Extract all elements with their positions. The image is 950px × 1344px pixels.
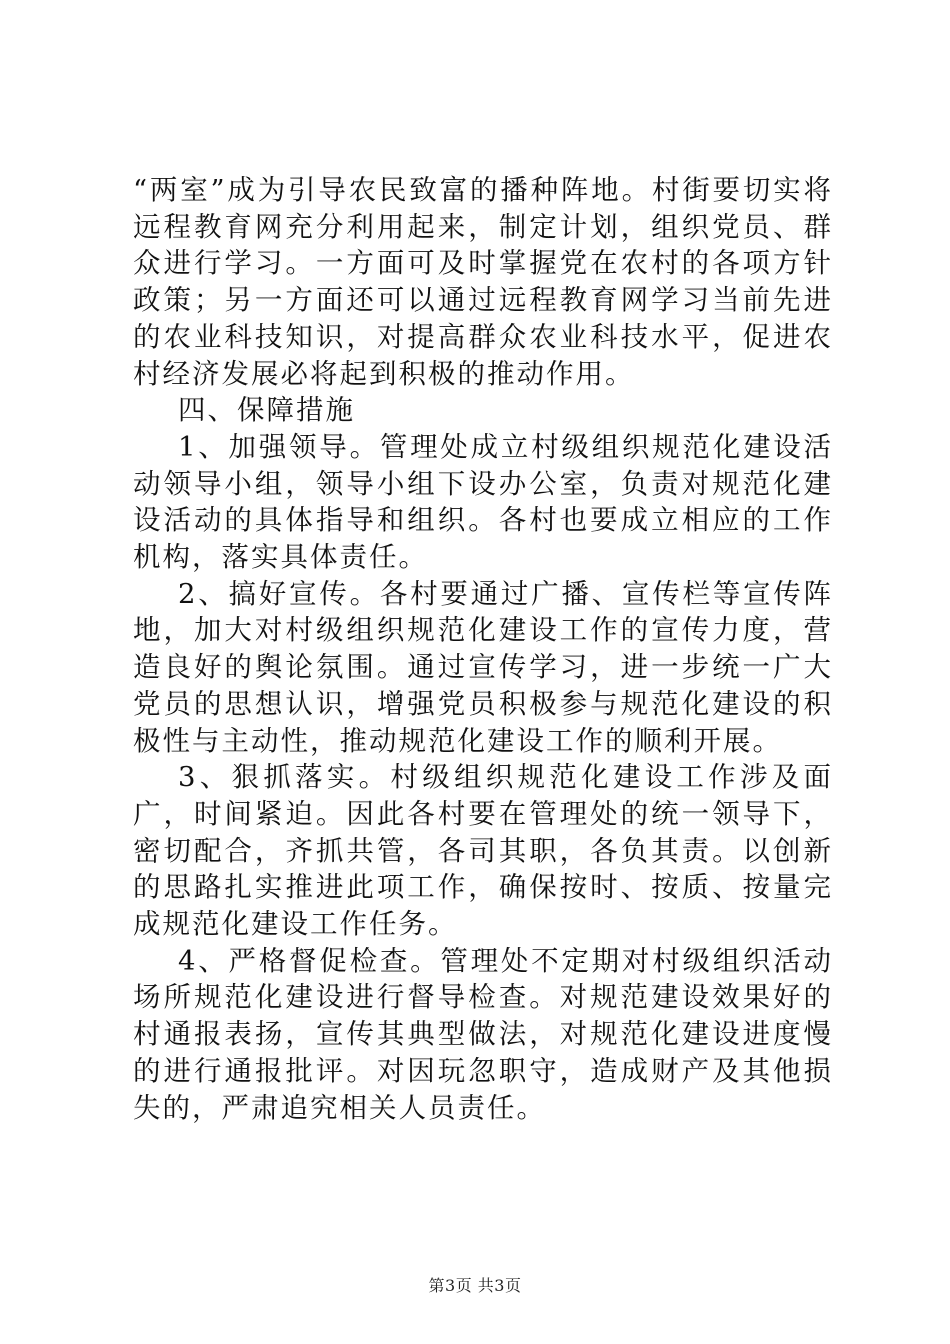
section-heading: 四、保障措施 bbox=[178, 394, 355, 427]
paragraph-publicity: 2、搞好宣传。各村要通过广播、宣传栏等宣传阵地，加大对村级组织规范化建设工作的宣传力度，营造良好的舆论氛围。通过宣传学习，进一步统一广大党员的思想认识，增强党员积极参与规范化建设的积极性与主动性，推动规范化建设工作的顺利开展。 bbox=[133, 577, 833, 757]
paragraph-implementation: 3、狠抓落实。村级组织规范化建设工作涉及面广，时间紧迫。因此各村要在管理处的统一领导下，密切配合，齐抓共管，各司其职，各负其责。以创新的思路扎实推进此项工作，确保按时、按质、按量完成规范化建设工作任务。 bbox=[133, 761, 833, 941]
paragraph-continuation: “两室”成为引导农民致富的播种阵地。村街要切实将远程教育网充分利用起来，制定计划，组织党员、群众进行学习。一方面可及时掌握党在农村的各项方针政策；另一方面还可以通过远程教育网学习当前先进的农业科技知识，对提高群众农业科技水平，促进农村经济发展必将起到积极的推动作用。 bbox=[133, 174, 833, 390]
paragraph-supervision: 4、严格督促检查。管理处不定期对村级组织活动场所规范化建设进行督导检查。对规范建设效果好的村通报表扬，宣传其典型做法，对规范化建设进度慢的进行通报批评。对因玩忽职守，造成财产及其他损失的，严肃追究相关人员责任。 bbox=[133, 944, 833, 1124]
document-body bbox=[133, 172, 833, 1126]
paragraph-leadership: 1、加强领导。管理处成立村级组织规范化建设活动领导小组，领导小组下设办公室，负责对规范化建设活动的具体指导和组织。各村也要成立相应的工作机构，落实具体责任。 bbox=[133, 430, 833, 574]
page-number-footer: 第3页 共3页 bbox=[428, 1276, 522, 1295]
